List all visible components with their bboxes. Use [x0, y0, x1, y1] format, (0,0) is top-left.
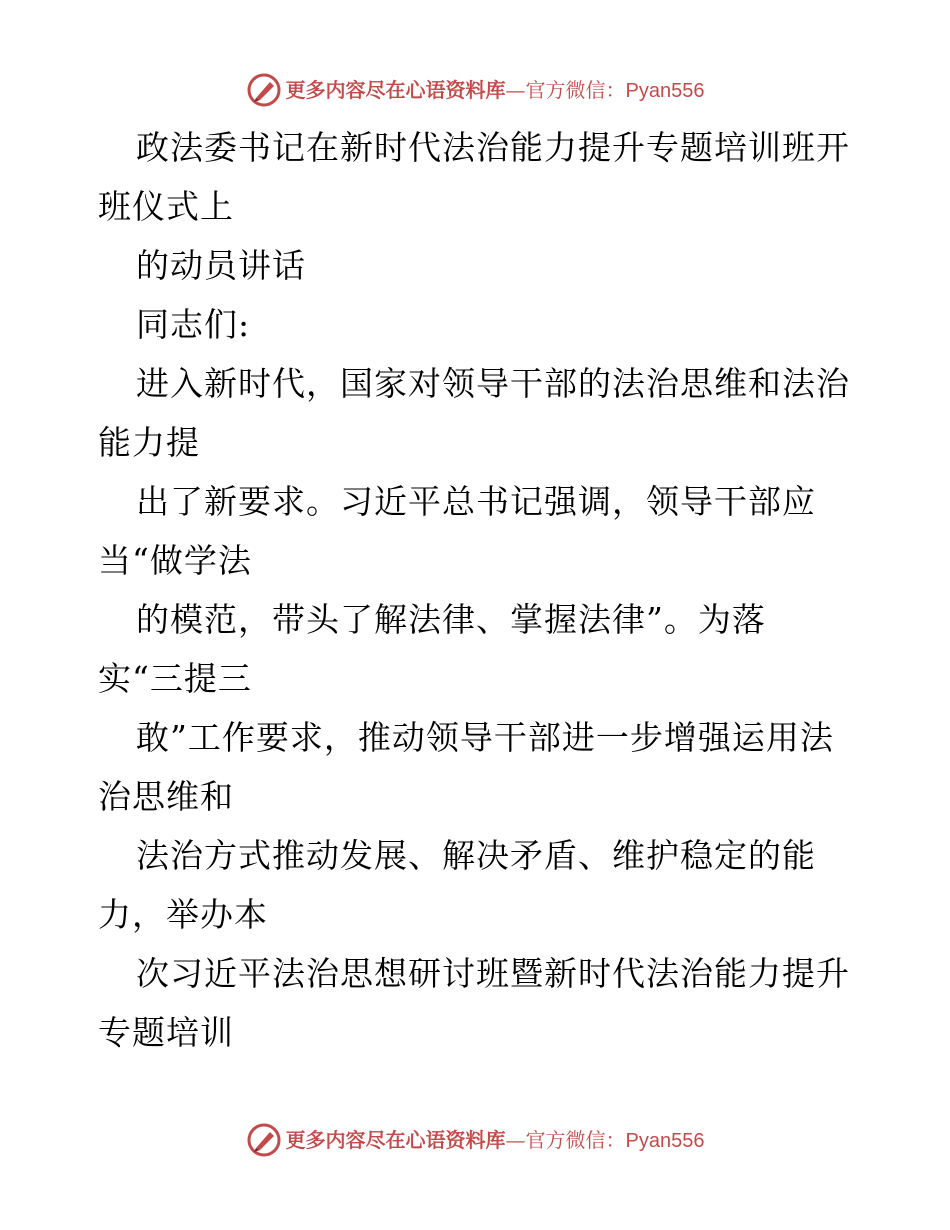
- text-line: 进入新时代，国家对领导干部的法治思维和法治: [136, 364, 850, 403]
- header-watermark: [0, 70, 950, 110]
- watermark-separator: —: [505, 77, 526, 102]
- text-line: 力，举办本: [98, 895, 268, 934]
- watermark-separator: —: [505, 1127, 526, 1152]
- text-line: 次习近平法治思想研讨班暨新时代法治能力提升: [136, 954, 850, 993]
- watermark-wechat-label: 官方微信：: [525, 1127, 626, 1152]
- footer-watermark: [0, 1120, 950, 1160]
- text-line: 能力提: [98, 423, 200, 462]
- text-line: 实“三提三: [98, 659, 252, 698]
- text-line: 敢”工作要求，推动领导干部进一步增强运用法: [136, 718, 834, 757]
- pen-logo-icon: [246, 72, 282, 108]
- text-line: 的模范，带头了解法律、掌握法律”。为落: [136, 600, 766, 639]
- watermark-wechat-label: 官方微信：: [525, 77, 626, 102]
- text-line: 出了新要求。习近平总书记强调，领导干部应: [136, 482, 816, 521]
- pen-logo-icon: [246, 1122, 282, 1158]
- text-line: 同志们:: [136, 305, 251, 344]
- text-line: 的动员讲话: [136, 246, 306, 285]
- text-line: 政法委书记在新时代法治能力提升专题培训班开: [136, 128, 850, 167]
- text-line: 专题培训: [98, 1013, 234, 1052]
- text-line: 法治方式推动发展、解决矛盾、维护稳定的能: [136, 836, 816, 875]
- text-line: 当“做学法: [98, 541, 252, 580]
- document-body: [98, 118, 858, 1062]
- text-line: 班仪式上: [98, 187, 234, 226]
- watermark-text: [285, 77, 705, 102]
- watermark-site: 更多内容尽在心语资料库: [285, 77, 506, 102]
- watermark-wechat-id: Pyan556: [625, 1129, 705, 1152]
- watermark-wechat-id: Pyan556: [625, 79, 705, 102]
- watermark-site: 更多内容尽在心语资料库: [285, 1127, 506, 1152]
- text-line: 治思维和: [98, 777, 234, 816]
- watermark-text: [285, 1127, 705, 1152]
